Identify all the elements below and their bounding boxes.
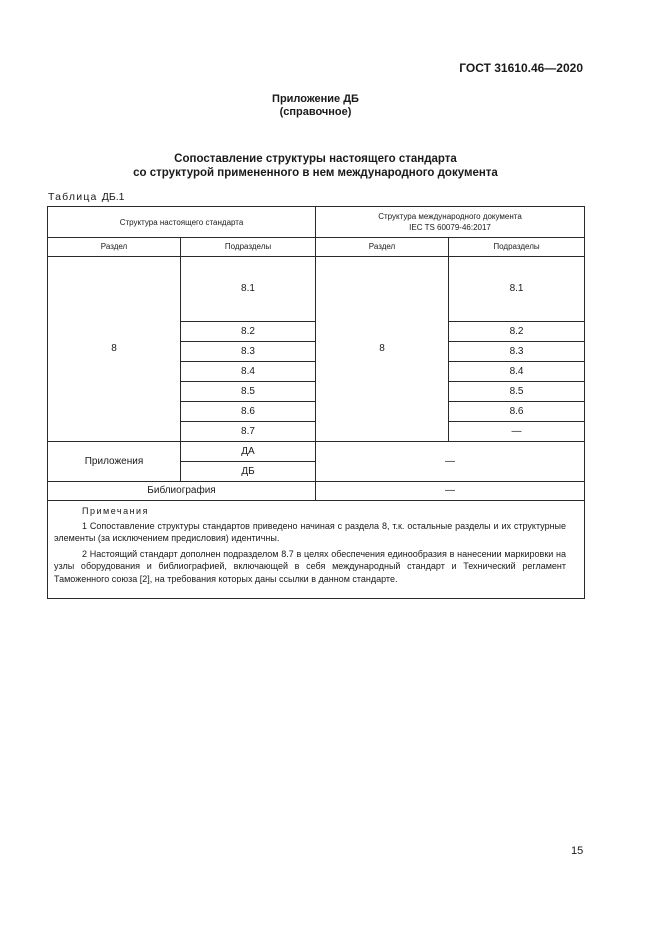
subsection-right: 8.5 (449, 382, 585, 402)
subsection-left: 8.5 (181, 382, 316, 402)
appendix-db: ДБ (181, 462, 316, 482)
subsection-left: 8.3 (181, 342, 316, 362)
table-header-row (48, 207, 585, 238)
table-notes-row (48, 501, 585, 599)
appendix-heading (0, 93, 631, 119)
subsection-right: 8.6 (449, 402, 585, 422)
note-2: 2 Настоящий стандарт дополнен подразделом 8.7 в целях обеспечения единообразия в нанесении маркировки на узлы оборудования и библиографией, включающей в себя международный стандарт и Технический регламент Таможенного союза [2], на требования которых даны ссылки в данном стандарте. (54, 548, 567, 584)
table-row-bibliography (48, 482, 585, 501)
page-title (0, 152, 631, 180)
table-caption-number: ДБ.1 (101, 191, 125, 203)
header-section-left: Раздел (48, 238, 181, 257)
subsection-left: 8.1 (181, 257, 316, 322)
subsection-left: 8.6 (181, 402, 316, 422)
appendix-label: Приложение ДБ (272, 93, 359, 105)
header-subsections-left: Подразделы (181, 238, 316, 257)
appendices-right: — (316, 442, 585, 482)
table-caption-word: Таблица (48, 191, 98, 203)
header-international-doc (316, 207, 585, 238)
table-row (48, 257, 585, 322)
notes-title: Примечания (82, 506, 149, 516)
table-row-appendices (48, 442, 585, 462)
subsection-right: — (449, 422, 585, 442)
section-cell-left: 8 (48, 257, 181, 442)
section-cell-right: 8 (316, 257, 449, 442)
appendices-label: Приложения (48, 442, 181, 482)
header-international-doc-line2: IEC TS 60079-46:2017 (409, 223, 491, 232)
header-international-doc-line1: Структура международного документа (378, 212, 522, 221)
subsection-left: 8.4 (181, 362, 316, 382)
bibliography-label: Библиография (48, 482, 316, 501)
appendix-type: (справочное) (279, 106, 352, 118)
notes-cell (48, 501, 585, 599)
title-line-2: со структурой примененного в нем международного документа (133, 167, 498, 179)
comparison-table (47, 206, 585, 599)
header-section-right: Раздел (316, 238, 449, 257)
subsection-right: 8.3 (449, 342, 585, 362)
subsection-right: 8.4 (449, 362, 585, 382)
document-code: ГОСТ 31610.46—2020 (459, 61, 583, 75)
subsection-right: 8.2 (449, 322, 585, 342)
table-subheader-row (48, 238, 585, 257)
note-1: 1 Сопоставление структуры стандартов приведено начиная с раздела 8, т.к. остальные разделы и их структурные элементы (за исключением предисловия) идентичны. (54, 520, 567, 543)
appendix-da: ДА (181, 442, 316, 462)
title-line-1: Сопоставление структуры настоящего стандарта (174, 153, 457, 165)
subsection-left: 8.2 (181, 322, 316, 342)
subsection-right: 8.1 (449, 257, 585, 322)
table-caption (48, 191, 124, 203)
bibliography-right: — (316, 482, 585, 501)
page-number: 15 (571, 845, 584, 857)
subsection-left: 8.7 (181, 422, 316, 442)
header-subsections-right: Подразделы (449, 238, 585, 257)
header-this-standard: Структура настоящего стандарта (48, 207, 316, 238)
